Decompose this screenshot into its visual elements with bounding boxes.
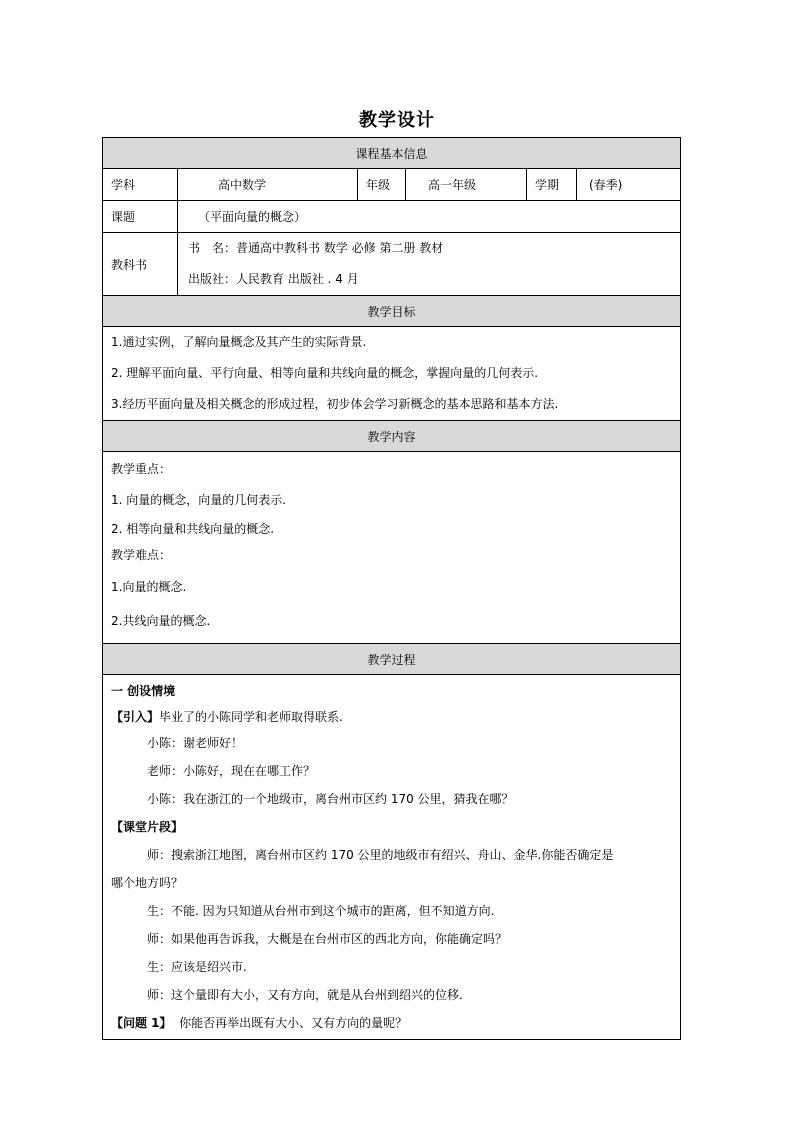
section-header-process: 教学过程 [103,644,681,675]
fragment-tag: 【课堂片段】 [111,820,184,834]
key-points-label: 教学重点： [111,462,172,476]
textbook-name: 书 名：普通高中教科书 数学 必修 第二册 教材 [188,241,444,255]
fragment-line: 师：这个量即有大小，又有方向，就是从台州到绍兴的位移. [147,988,463,1002]
term-label: 学期 [527,169,577,201]
topic-label: 课题 [103,201,178,233]
question-tag: 【问题 1】 [111,1016,172,1030]
subject-label: 学科 [103,169,178,201]
topic-value: （平面向量的概念） [178,201,681,233]
intro-text: 毕业了的小陈同学和老师取得联系. [159,710,343,724]
key-point-item: 2. 相等向量和共线向量的概念. [111,522,275,536]
goal-item: 1.通过实例，了解向量概念及其产生的实际背景. [111,335,367,349]
grade-label: 年级 [358,169,406,201]
fragment-line: 生：不能. 因为只知道从台州市到这个城市的距离，但不知道方向. [147,904,495,918]
lesson-plan-table [102,137,681,1040]
fragment-line: 生：应该是绍兴市. [147,960,247,974]
textbook-label: 教科书 [103,233,178,296]
fragment-line: 师：如果他再告诉我，大概是在台州市区的西北方向，你能确定吗？ [147,932,508,946]
term-value: (春季) [577,169,681,201]
intro-tag: 【引入】 [111,710,160,724]
dialog-line: 小陈：谢老师好！ [147,736,244,750]
difficulty-item: 1.向量的概念. [111,580,187,594]
goal-item: 3.经历平面向量及相关概念的形成过程，初步体会学习新概念的基本思路和基本方法. [111,397,559,411]
section-header-basic: 课程基本信息 [103,138,681,169]
goal-item: 2. 理解平面向量、平行向量、相等向量和共线向量的概念，掌握向量的几何表示. [111,366,539,380]
subject-value: 高中数学 [178,169,358,201]
fragment-line: 师：搜索浙江地图，离台州市区约 170 公里的地级市有绍兴、舟山、金华.你能否确定是 [147,848,614,862]
difficulty-label: 教学难点： [111,548,172,562]
section-header-goals: 教学目标 [103,296,681,327]
key-point-item: 1. 向量的概念，向量的几何表示. [111,493,287,507]
question-text: 你能否再举出既有大小、又有方向的量呢？ [179,1016,408,1030]
difficulty-item: 2.共线向量的概念. [111,614,211,628]
section-header-content: 教学内容 [103,421,681,452]
page-title: 教学设计 [359,110,435,131]
fragment-line: 哪个地方吗？ [111,876,184,890]
dialog-line: 小陈：我在浙江的一个地级市，离台州市区约 170 公里，猜我在哪？ [147,792,514,806]
process-heading: 一 创设情境 [111,684,176,698]
textbook-publisher: 出版社：人民教育 出版社 . 4 月 [188,272,359,286]
dialog-line: 老师：小陈好，现在在哪工作？ [147,764,316,778]
grade-value: 高一年级 [406,169,527,201]
